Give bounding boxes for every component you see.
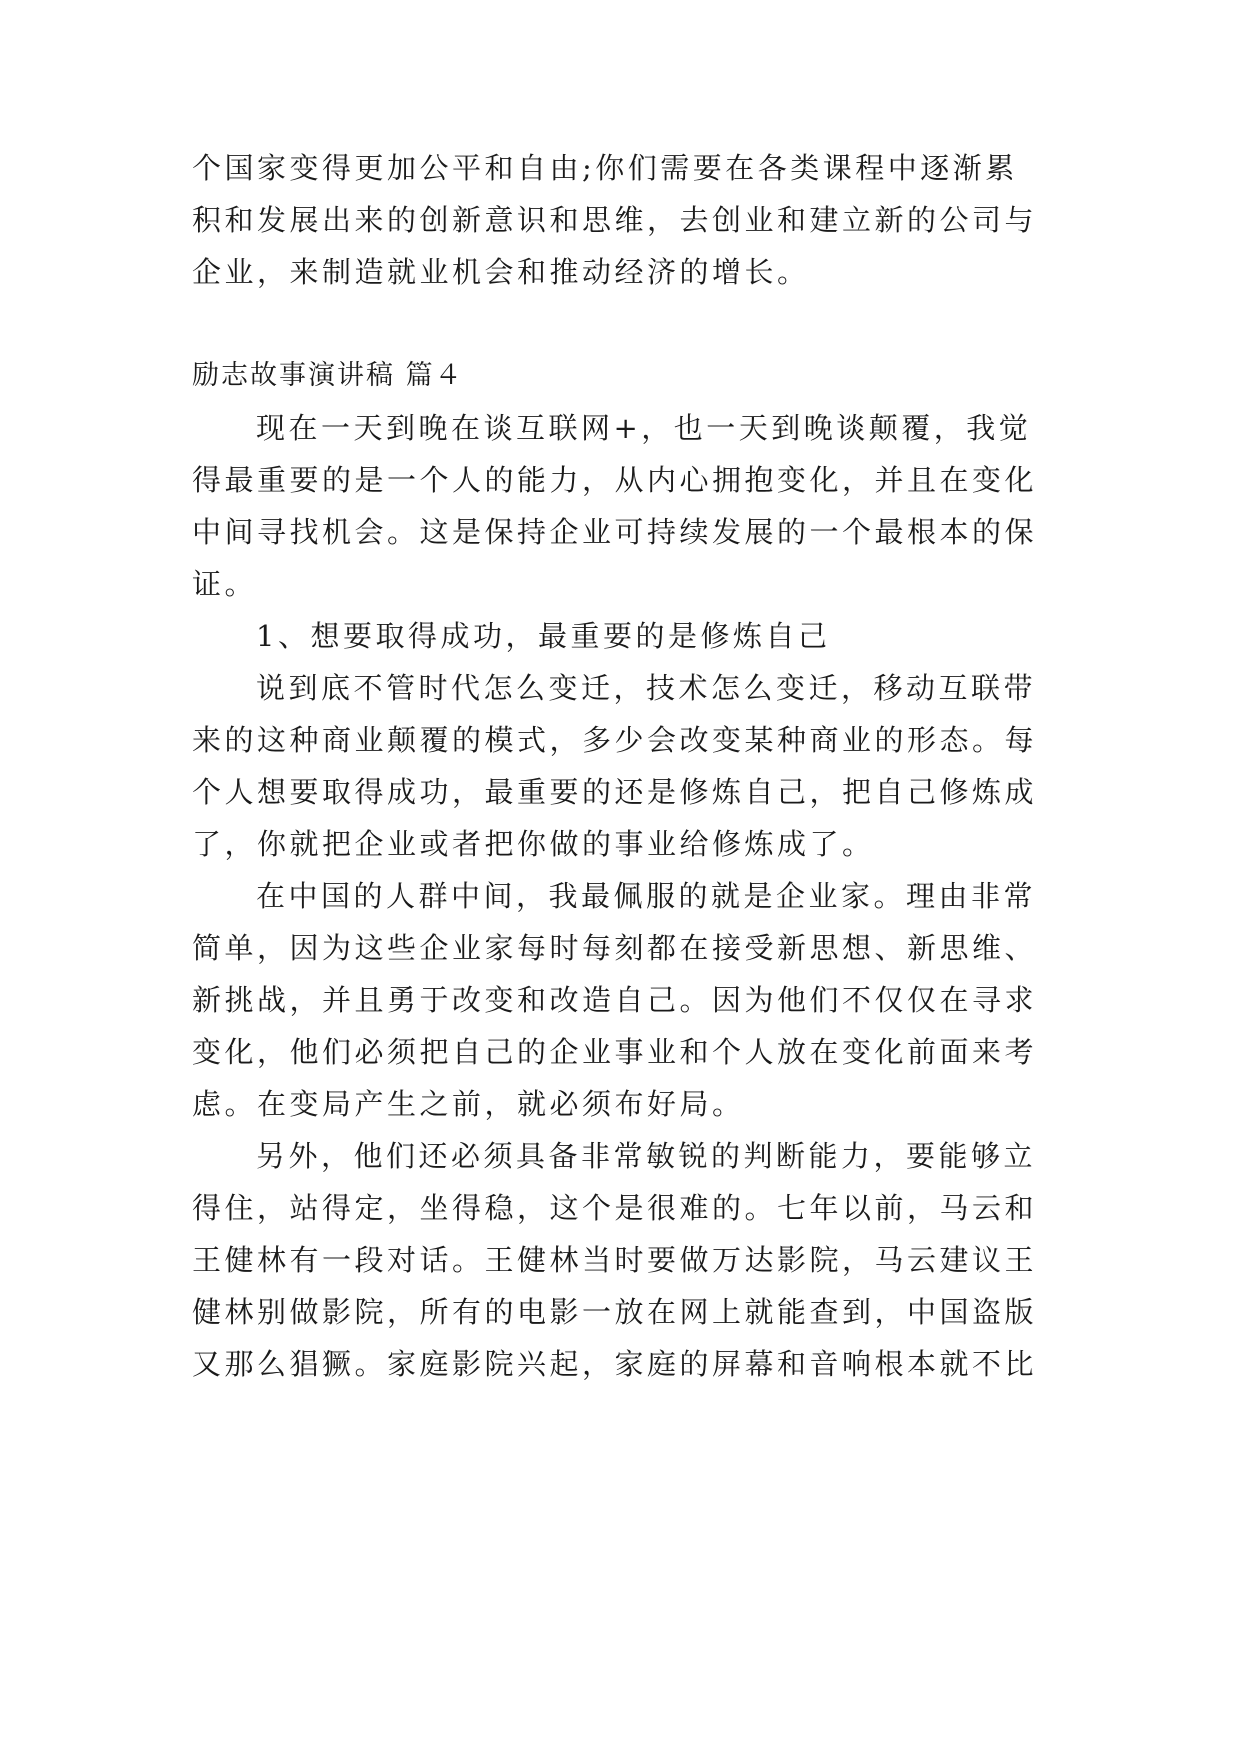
section-heading: 励志故事演讲稿 篇４ — [192, 360, 464, 391]
para3-line-2: 简单，因为这些企业家每时每刻都在接受新思想、新思维、 — [192, 931, 1038, 965]
para4-line-2: 得住，站得定，坐得稳，这个是很难的。七年以前，马云和 — [192, 1191, 1038, 1225]
para1-line-1: 现在一天到晚在谈互联网+，也一天到晚谈颠覆，我觉 — [256, 411, 1032, 445]
para2-line-4: 了，你就把企业或者把你做的事业给修炼成了。 — [192, 827, 875, 861]
para4-line-3: 王健林有一段对话。王健林当时要做万达影院，马云建议王 — [192, 1243, 1038, 1277]
para3-line-1: 在中国的人群中间，我最佩服的就是企业家。理由非常 — [256, 879, 1037, 913]
para3-line-3: 新挑战，并且勇于改变和改造自己。因为他们不仅仅在寻求 — [192, 983, 1038, 1017]
para4-line-1: 另外，他们还必须具备非常敏锐的判断能力，要能够立 — [256, 1139, 1037, 1173]
intro-line-3: 企业，来制造就业机会和推动经济的增长。 — [192, 255, 810, 289]
para2-line-2: 来的这种商业颠覆的模式，多少会改变某种商业的形态。每 — [192, 723, 1038, 757]
para4-line-5: 又那么猖獗。家庭影院兴起，家庭的屏幕和音响根本就不比 — [192, 1347, 1038, 1381]
para3-line-4: 变化，他们必须把自己的企业事业和个人放在变化前面来考 — [192, 1035, 1038, 1069]
subheading: 1、想要取得成功，最重要的是修炼自己 — [256, 619, 831, 653]
para1-line-2: 得最重要的是一个人的能力，从内心拥抱变化，并且在变化 — [192, 463, 1038, 497]
para3-line-5: 虑。在变局产生之前，就必须布好局。 — [192, 1087, 745, 1121]
intro-line-2: 积和发展出来的创新意识和思维，去创业和建立新的公司与 — [192, 203, 1038, 237]
para1-line-4: 证。 — [192, 567, 258, 601]
para1-line-3: 中间寻找机会。这是保持企业可持续发展的一个最根本的保 — [192, 515, 1038, 549]
intro-line-1: 个国家变得更加公平和自由;你们需要在各类课程中逐渐累 — [192, 151, 1018, 185]
para2-line-3: 个人想要取得成功，最重要的还是修炼自己，把自己修炼成 — [192, 775, 1038, 809]
para2-line-1: 说到底不管时代怎么变迁，技术怎么变迁，移动互联带 — [256, 671, 1037, 705]
para4-line-4: 健林别做影院，所有的电影一放在网上就能查到，中国盗版 — [192, 1295, 1038, 1329]
